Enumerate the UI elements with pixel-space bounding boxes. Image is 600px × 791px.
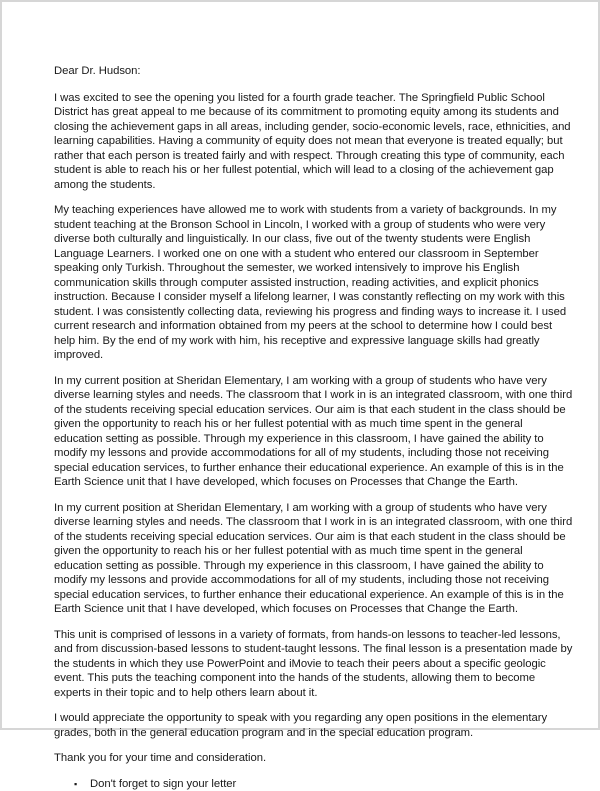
bullet-icon: ▪ xyxy=(74,777,77,791)
paragraph-current-position-repeat: In my current position at Sheridan Elementary, I am working with a group of students who have very diverse learning styles and needs. The classroom that I work in is an integrated classroom, with one third of the students receiving special education services. Our aim is that each student in the class should be given the opportunity to reach his or her fullest potential with as much time spent in the general education setting as possible. Through my experience in this classroom, I have gained the ability to modify my lessons and provide accommodations for all of my students, including those not receiving special education services, to further enhance their educational experience. An example of this is in the Earth Science unit that I have developed, which focuses on Processes that Change the Earth. xyxy=(54,501,574,617)
reminder-text: Don't forget to sign your letter xyxy=(90,778,236,790)
salutation: Dear Dr. Hudson: xyxy=(54,64,574,79)
paragraph-closing-request: I would appreciate the opportunity to speak with you regarding any open positions in the elementary grades, both in the general education program and in the special education program. xyxy=(54,711,574,740)
paragraph-intro: I was excited to see the opening you listed for a fourth grade teacher. The Springfield Public School District has great appeal to me because of its commitment to promoting equity among its students and closing the achievement gaps in all areas, including gender, socio-economic levels, race, ethnicities, and learning capabilities. Having a community of equity does not mean that everyone is treated equally; but rather that each person is treated fairly and with respect. Through creating this type of community, each student is able to reach his or her fullest potential, which will lead to a closing of the achievement gap among the students. xyxy=(54,91,574,193)
list-item xyxy=(54,777,574,791)
paragraph-teaching-experience: My teaching experiences have allowed me to work with students from a variety of backgrounds. In my student teaching at the Bronson School in Lincoln, I worked with a group of students who were very diverse both culturally and linguistically. In our class, five out of the twenty students were English Language Learners. I worked one on one with a student who entered our classroom in September speaking only Turkish. Throughout the semester, we worked intensively to improve his English communication skills through computer assisted instruction, reading activities, and explicit phonics instruction. Because I consider myself a lifelong learner, I was constantly reflecting on my work with this student. I was consistently collecting data, reviewing his progress and finding ways to increase it. I used current research and information obtained from my peers at the school to determine how I could best help him. By the end of my work with him, his receptive and expressive language skills had greatly improved. xyxy=(54,203,574,363)
paragraph-current-position: In my current position at Sheridan Elementary, I am working with a group of students who have very diverse learning styles and needs. The classroom that I work in is an integrated classroom, with one third of the students receiving special education services. Our aim is that each student in the class should be given the opportunity to reach his or her fullest potential with as much time spent in the general education setting as possible. Through my experience in this classroom, I have gained the ability to modify my lessons and provide accommodations for all of my students, including those not receiving special education services, to further enhance their educational experience. An example of this is in the Earth Science unit that I have developed, which focuses on Processes that Change the Earth. xyxy=(54,374,574,490)
letter-body xyxy=(54,64,574,791)
paragraph-thanks: Thank you for your time and consideration. xyxy=(54,751,574,766)
reminder-list xyxy=(54,777,574,791)
paragraph-unit-description: This unit is comprised of lessons in a variety of formats, from hands-on lessons to teacher-led lessons, and from discussion-based lessons to student-taught lessons. The final lesson is a presentation made by the students in which they use PowerPoint and iMovie to teach their peers about a specific geologic event. This puts the teaching component into the hands of the students, allowing them to become experts in their topic and to help others learn about it. xyxy=(54,628,574,701)
